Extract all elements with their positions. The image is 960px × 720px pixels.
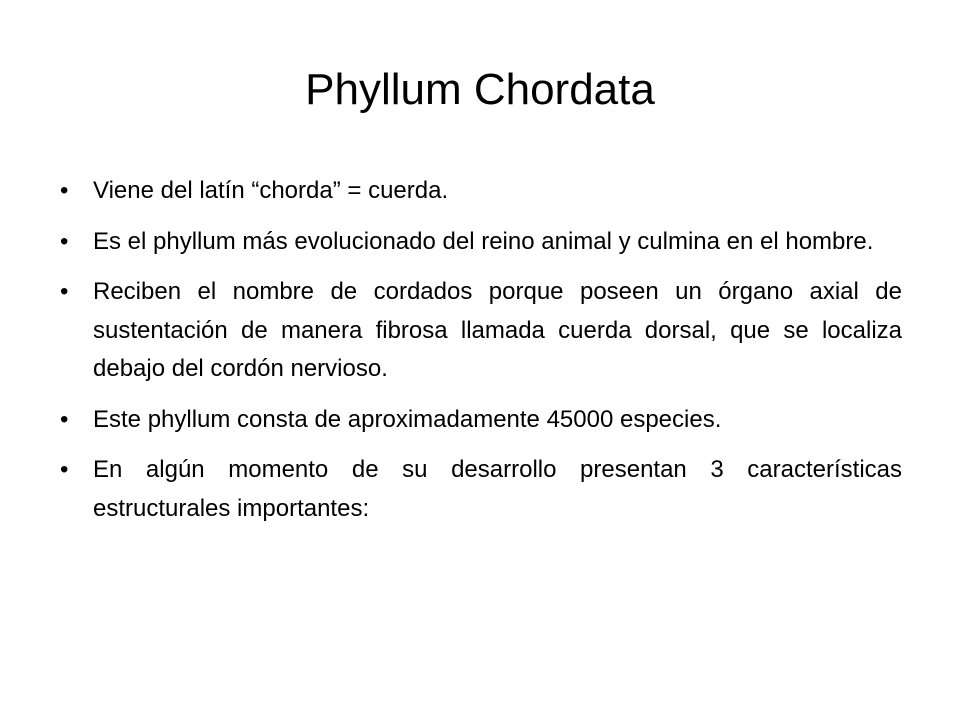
bullet-item (60, 273, 902, 389)
bullet-marker: • (60, 177, 69, 204)
bullet-marker: • (60, 405, 69, 433)
bullet-marker: • (60, 456, 69, 483)
bullet-item (60, 401, 902, 440)
bullet-text: Este phyllum consta de aproximadamente 45000 especies. (93, 405, 722, 433)
bullet-text: En algún momento de su desarrollo presentan 3 características estructurales importantes: (93, 456, 902, 522)
bullet-list (60, 172, 902, 540)
bullet-text: Reciben el nombre de cordados porque poseen un órgano axial de sustentación de manera fibrosa llamada cuerda dorsal, que se localiza debajo del cordón nervioso. (93, 278, 902, 382)
bullet-marker: • (60, 278, 69, 305)
bullet-marker: • (60, 227, 69, 255)
slide-title: Phyllum Chordata (305, 65, 655, 114)
bullet-item (60, 451, 902, 528)
bullet-text: Es el phyllum más evolucionado del reino animal y culmina en el hombre. (93, 227, 874, 255)
bullet-item (60, 223, 902, 262)
bullet-item (60, 172, 902, 211)
bullet-text: Viene del latín “chorda” = cuerda. (93, 177, 449, 204)
